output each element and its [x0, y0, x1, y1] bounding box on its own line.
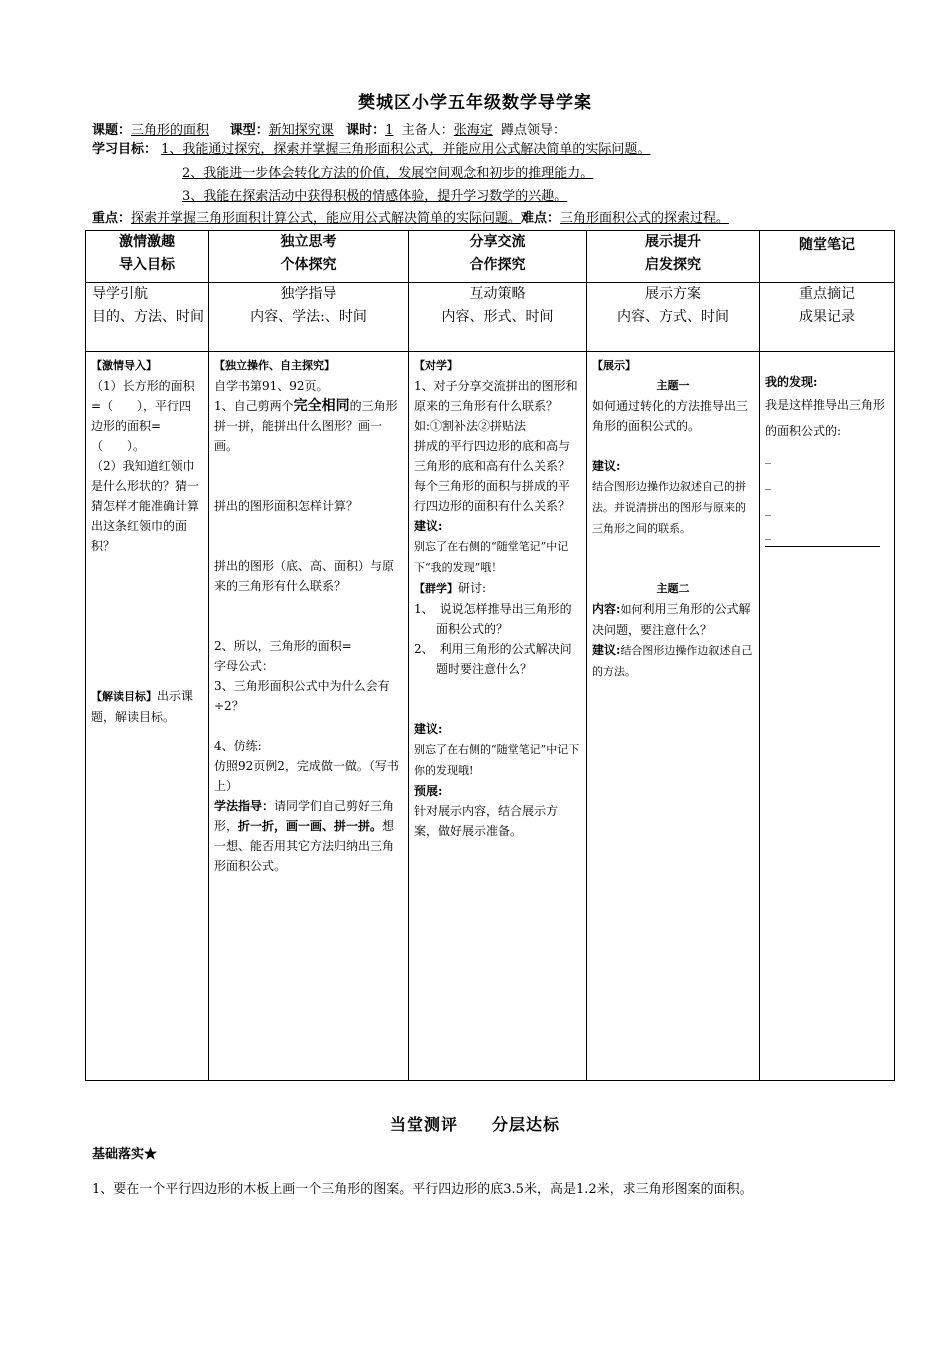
topic-value: 三角形的面积 [131, 123, 210, 138]
intro-cell [86, 352, 209, 1081]
goal-line-1 [92, 138, 650, 157]
preview-text: 针对展示内容，结合展示方案，做好展示准备。 [414, 804, 559, 838]
goal-line-3 [182, 185, 567, 204]
show-cell [587, 352, 760, 1081]
pair-1: 1、对子分享交流拼出的图形和原来的三角形有什么联系？ [414, 379, 578, 413]
subheader-line1: 独学指导 [280, 286, 337, 302]
header-line2: 导入目标 [119, 257, 175, 273]
subheader-cell [587, 283, 760, 352]
self-study-8: 仿照92页例2，完成做一做。（写书上） [214, 759, 399, 793]
pair-2: 如:①割补法②拼贴法 [414, 419, 527, 433]
type-value: 新知探究课 [268, 123, 334, 138]
self-study-heading: 【独立操作、自主探究】 [214, 359, 335, 372]
header-line1: 分享交流 [469, 234, 526, 250]
goal-line-2 [182, 162, 593, 181]
difficulty-text: 三角形面积公式的探索过程。 [560, 211, 730, 226]
suggest-text-2: 别忘了在右侧的“随堂笔记”中记下你的发现哦! [414, 743, 580, 777]
hours-value: 1 [385, 123, 394, 138]
self-study-read: 自学书第91、92页。 [214, 379, 329, 393]
subheader-line2: 成果记录 [799, 309, 855, 325]
subheader-line2: 内容、学法:、时间 [250, 309, 367, 325]
subheader-line1: 导学引航 [92, 286, 148, 302]
subheader-cell [760, 283, 895, 352]
self-study-1a: 1、自己剪两个 [214, 399, 294, 413]
findings-underline[interactable] [765, 546, 880, 547]
show-suggest-label-2: 建议: [592, 643, 621, 657]
goal-2: 2、我能进一步体会转化方法的价值，发展空间观念和初步的推理能力。 [182, 166, 594, 181]
theme-1: 主题一 [656, 379, 690, 392]
hours-label: 课时： [346, 123, 386, 138]
topic-label: 课题： [92, 123, 132, 138]
header-line2: 合作探究 [469, 257, 526, 273]
self-study-1b: 完全相同 [293, 398, 350, 414]
goal-3: 3、我能在探索活动中获得积极的情感体验，提升学习数学的兴趣。 [182, 189, 568, 204]
header-line1: 独立思考 [280, 234, 337, 250]
findings-blank[interactable]: _ [765, 502, 771, 516]
pair-heading: 【对学】 [414, 359, 458, 372]
subheader-row [86, 283, 895, 352]
subheader-line1: 重点摘记 [799, 286, 855, 302]
self-study-1c: 的三角形拼一拼，能拼出什么图形？画一画。 [214, 399, 398, 453]
findings-blank[interactable]: _ [765, 476, 771, 490]
group-discuss: 研讨: [458, 581, 487, 595]
key-text: 探索并掌握三角形面积计算公式，能应用公式解决简单的实际问题。 [131, 211, 522, 226]
key-label: 重点： [92, 211, 132, 226]
test-title: 当堂测评 分层达标 [389, 1115, 560, 1134]
show-suggest-text-2: 结合图形边操作边叙述自己的方法。 [592, 644, 753, 678]
self-study-2: 拼出的图形面积怎样计算？ [214, 499, 359, 513]
findings-blank[interactable]: _ [765, 450, 771, 464]
header-line1: 随堂笔记 [799, 237, 855, 253]
intro-q2: （2）我知道红领巾是什么形状的？猜一猜怎样才能准确计算出这条红领巾的面积？ [91, 459, 200, 553]
lesson-table [85, 230, 895, 1081]
difficulty-label: 难点： [521, 211, 561, 226]
goal-1: 1、我能通过探究，探索并掌握三角形面积公式，并能应用公式解决简单的实际问题。 [161, 142, 651, 157]
header-cell [760, 231, 895, 283]
subheader-line2: 内容、方式、时间 [617, 309, 729, 325]
subheader-cell [409, 283, 587, 352]
content-row [86, 352, 895, 1081]
preparer-label: 主备人： [401, 123, 454, 138]
suggest-text-1: 别忘了在右侧的“随堂笔记”中记下“我的发现”哦！ [414, 540, 569, 574]
header-line2: 个体探究 [280, 257, 337, 273]
subheader-line2: 目的、方法、时间 [92, 309, 204, 325]
basic-level-label: 基础落实★ [92, 1147, 158, 1162]
show-suggest-label-1: 建议: [592, 459, 621, 473]
show-suggest-text-1: 结合图形边操作边叙述自己的拼法。并说清拼出的图形与原来的三角形之间的联系。 [592, 480, 746, 535]
header-cell [409, 231, 587, 283]
subheader-cell [86, 283, 209, 352]
goals-label: 学习目标： [92, 142, 158, 157]
self-study-cell [209, 352, 409, 1081]
findings-blank[interactable]: _ [765, 526, 771, 540]
content-text-a: 如何 [620, 603, 643, 616]
intro-q1: （1）长方形的面积=（ ），平行四边形的面积=（ ）。 [91, 379, 195, 453]
method-3: 想一想、能否用其它方法归纳出三角形面积公式。 [214, 819, 395, 873]
show-heading: 【展示】 [592, 359, 636, 372]
goal-text: 出示课题，解读目标。 [91, 689, 194, 724]
group-q2: 2、 利用三角形的公式解决问题时要注意什么？ [414, 642, 572, 676]
leader-label: 蹲点领导： [501, 123, 567, 138]
suggest-label-2: 建议: [414, 722, 443, 736]
subheader-cell [209, 283, 409, 352]
meta-line [92, 119, 566, 138]
subheader-line1: 展示方案 [645, 286, 701, 302]
intro-heading: 【激情导入】 [91, 359, 157, 372]
pair-3: 拼成的平行四边形的底和高与三角形的底和高有什么关系？每个三角形的面积与拼成的平行四边形的面积有什么关系？ [414, 439, 571, 513]
group-q1: 1、 说说怎样推导出三角形的面积公式的？ [414, 602, 572, 636]
method-2: 折一折，画一画、拼一拼。 [238, 819, 383, 833]
self-study-7: 4、仿练: [214, 739, 262, 753]
notes-cell [760, 352, 895, 1081]
preview-label: 预展: [414, 784, 443, 798]
preparer-value: 张海定 [453, 123, 493, 138]
theme-1-text: 如何通过转化的方法推导出三角形的面积公式的。 [592, 399, 749, 433]
method-label: 学法指导： [214, 799, 275, 813]
group-heading: 【群学】 [414, 582, 458, 595]
header-cell [86, 231, 209, 283]
header-line2: 启发探究 [645, 257, 701, 273]
self-study-4: 2、所以，三角形的面积= [214, 639, 352, 653]
share-cell [409, 352, 587, 1081]
page-title: 樊城区小学五年级数学导学案 [358, 93, 592, 113]
header-line1: 展示提升 [645, 234, 701, 250]
self-study-6: 3、三角形面积公式中为什么会有÷2？ [214, 679, 390, 713]
type-label: 课型： [229, 123, 269, 138]
header-line1: 激情激趣 [119, 234, 175, 250]
subheader-line2: 内容、形式、时间 [441, 309, 554, 325]
header-cell [209, 231, 409, 283]
header-cell [587, 231, 760, 283]
key-line [92, 207, 729, 226]
subheader-line1: 互动策略 [469, 286, 526, 302]
test-question-1: 1、要在一个平行四边形的木板上画一个三角形的图案。平行四边形的底3.5米，高是1.2米，求三角形图案的面积。 [92, 1182, 753, 1197]
findings-prompt: 我是这样推导出三角形的面积公式的: [765, 398, 886, 438]
theme-2: 主题二 [656, 582, 690, 595]
content-label: 内容: [592, 602, 621, 616]
self-study-3: 拼出的图形（底、高、面积）与原来的三角形有什么联系？ [214, 559, 395, 593]
content-text-b: 利用三角形的公式解决问题，要注意什么？ [592, 602, 751, 637]
suggest-label-1: 建议: [414, 519, 443, 533]
self-study-5: 字母公式： [214, 659, 275, 673]
findings-label: 我的发现: [765, 375, 818, 389]
goal-heading: 【解读目标】 [91, 690, 157, 703]
method-1: 请同学们自己剪好三角形， [214, 799, 395, 833]
header-row [86, 231, 895, 283]
